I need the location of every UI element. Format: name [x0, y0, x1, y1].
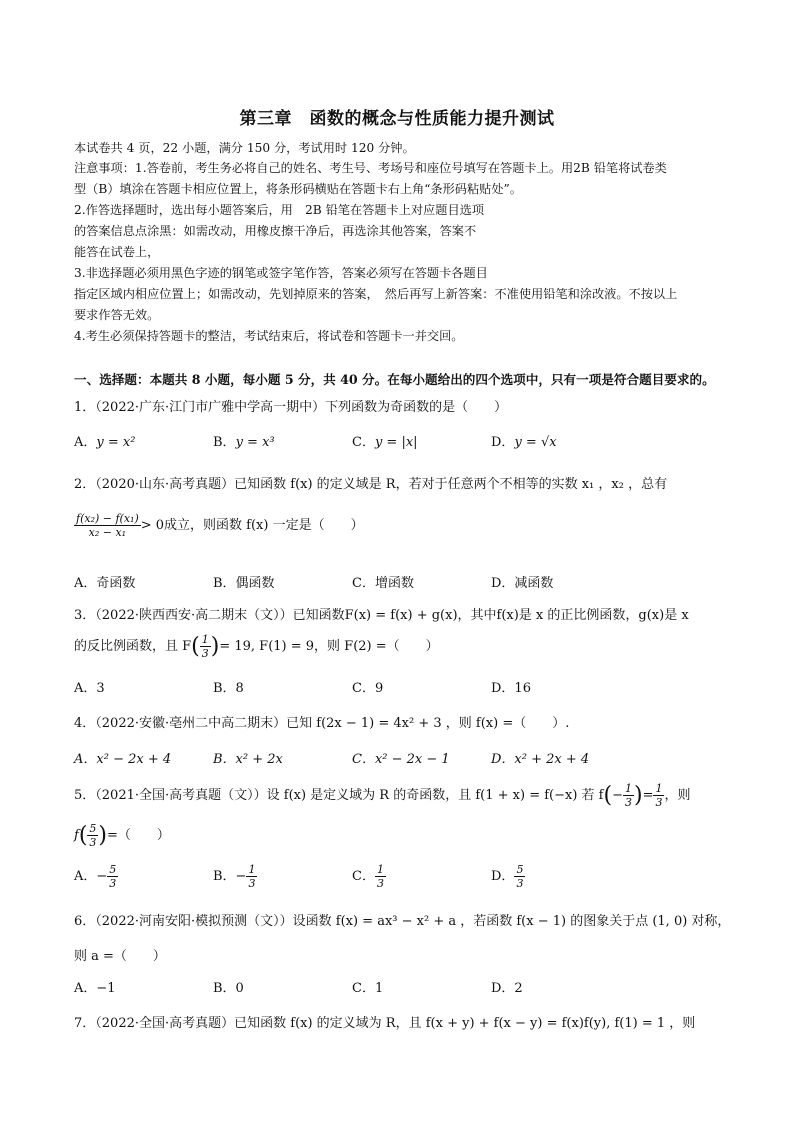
option-d: D．16: [491, 681, 531, 696]
option-d: D． $\frac{5}{3}$: [491, 863, 524, 890]
question-4-stem: 4．（2022·安徽·亳州二中高二期末）已知 f(2x − 1) = 4x² + 3 ，则 f(x) =（ ）.: [74, 716, 570, 731]
fraction: $\frac{1}{3}$: [655, 782, 663, 809]
option-d: D．2: [491, 981, 523, 996]
intro-line: 型（B）填涂在答题卡相应位置上，将条形码横贴在答题卡右上角“条形码粘贴处”。: [74, 182, 522, 196]
option-b: B．y = x³: [213, 435, 275, 450]
question-7-stem: 7．（2022·全国·高考真题）已知函数 f(x) 的定义域为 R，且 f(x + y) + f(x − y) = f(x)f(y), f(1) = 1 ，则: [74, 1016, 696, 1031]
option-b: B．0: [213, 981, 244, 996]
option-d: D．y = √x: [491, 435, 557, 450]
intro-line: 本试卷共 4 页，22 小题，满分 150 分，考试用时 120 分钟。: [74, 141, 415, 155]
question-1-options: [74, 431, 630, 450]
option-b: B．− $\frac{1}{3}$: [213, 863, 256, 890]
page-title: 第三章 函数的概念与性质能力提升测试: [239, 109, 555, 129]
option-b: B．8: [213, 681, 244, 696]
option-c: C．增函数: [352, 576, 414, 591]
option-c: C．1: [352, 981, 384, 996]
option-a: A．y = x²: [74, 435, 136, 450]
question-2-stem: 2．（2020·山东·高考真题）已知函数 f(x) 的定义域是 R，若对于任意两个不相等的实数 x₁ ，x₂ ，总有: [74, 477, 668, 492]
option-c: C．x² − 2x − 1: [352, 752, 450, 767]
section-heading: 一、选择题：本题共 8 小题，每小题 5 分，共 40 分。在每小题给出的四个选项中，只有一项是符合题目要求的。: [74, 372, 715, 387]
option-b: B．偶函数: [213, 576, 275, 591]
question-5-stem: 5．（2021·全国·高考真题（文））设 f(x) 是定义域为 R 的奇函数，且 f(1 + x) = f(−x) 若 f(− $\frac{1}{3}$ )= $\frac{1}{3}$ ，则: [74, 782, 691, 809]
intro-line: 指定区域内相应位置上；如需改动，先划掉原来的答案， 然后再写上新答案：不准使用铅笔和涂改液。不按以上: [74, 287, 678, 301]
option-b: B．x² + 2x: [213, 752, 283, 767]
option-d: D．减函数: [491, 576, 554, 591]
question-6-options: [74, 977, 630, 996]
fraction: $\frac{1}{3}$: [624, 782, 632, 809]
fraction: $\frac{1}{3}$: [201, 633, 209, 660]
option-a: A．奇函数: [74, 576, 136, 591]
option-a: A．3: [74, 681, 105, 696]
question-3-stem: 3．（2022·陕西西安·高二期末（文））已知函数F(x) = f(x) + g(x)，其中f(x)是 x 的正比例函数，g(x)是 x: [74, 608, 689, 623]
fraction: $\frac{5}{3}$: [89, 822, 97, 849]
option-c: C． $\frac{1}{3}$: [352, 863, 384, 890]
fraction: $\frac{\text{f(x₂) − f(x₁)}}{\text{x₂ − x₁}}$: [76, 512, 139, 539]
intro-line: 能答在试卷上，: [74, 245, 160, 259]
option-a: A．x² − 2x + 4: [74, 752, 172, 767]
question-6-stem-cont: 则 a =（ ）: [74, 949, 166, 964]
question-5-options: [74, 863, 630, 890]
option-c: C．9: [352, 681, 384, 696]
question-6-stem: 6．（2022·河南安阳·模拟预测（文））设函数 f(x) = ax³ − x² + a ，若函数 f(x − 1) 的图象关于点 (1, 0) 对称，: [74, 914, 731, 929]
option-a: A．− $\frac{5}{3}$: [74, 863, 117, 890]
option-d: D．x² + 2x + 4: [491, 752, 590, 767]
intro-line: 3.非选择题必须用黑色字迹的钢笔或签字笔作答，答案必须写在答题卡各题目: [74, 266, 488, 280]
question-2-condition: $\frac{\text{f(x₂) − f(x₁)}}{\text{x₂ − x₁}}$ > 0成立，则函数 f(x) 一定是（ ）: [76, 512, 364, 539]
question-2-options: [74, 572, 630, 591]
intro-line: 4.考生必须保持答题卡的整洁，考试结束后，将试卷和答题卡一并交回。: [74, 329, 464, 343]
question-5-stem-cont: f( $\frac{5}{3}$ )=（ ）: [74, 822, 170, 849]
intro-line: 的答案信息点涂黑：如需改动，用橡皮擦干净后，再选涂其他答案，答案不: [74, 224, 477, 238]
intro-line: 注意事项：1.答卷前，考生务必将自己的姓名、考生号、考场号和座位号填写在答题卡上。用2B 铅笔将试卷类: [74, 161, 667, 175]
question-4-options: [74, 748, 630, 767]
question-3-options: [74, 677, 630, 696]
option-a: A．−1: [74, 981, 116, 996]
question-3-condition: 的反比例函数，且 F( $\frac{1}{3}$ )= 19, F(1) = 9，则 F(2) =（ ）: [74, 633, 439, 660]
option-c: C．y = |x|: [352, 435, 418, 450]
intro-line: 2.作答选择题时，选出每小题答案后，用 2B 铅笔在答题卡上对应题目选项: [74, 203, 485, 217]
intro-line: 要求作答无效。: [74, 308, 160, 322]
question-1-stem: 1．（2022·广东·江门市广雅中学高一期中）下列函数为奇函数的是（ ）: [74, 400, 508, 415]
